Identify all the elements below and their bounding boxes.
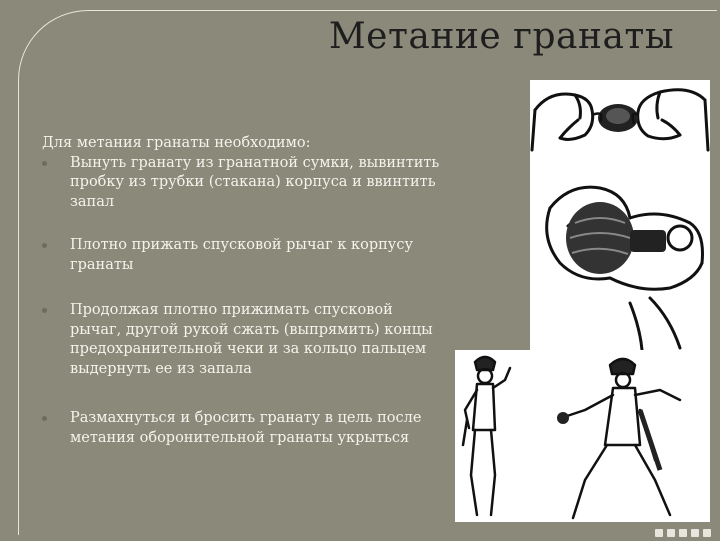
step-1 — [42, 154, 442, 213]
instructions-intro: Для метания гранаты необходимо: — [42, 135, 311, 151]
corner-decoration — [655, 522, 715, 541]
bullet-icon — [42, 161, 47, 166]
instructions-block — [42, 134, 442, 448]
bullet-icon — [42, 308, 47, 313]
step-2 — [42, 236, 442, 275]
step-3-text: Продолжая плотно прижимать спусковой рычаг, другой рукой сжать (выпрямить) концы предохранительной чеки и за кольцо пальцем выдернуть ее из запала — [70, 302, 433, 377]
step-4-text: Размахнуться и бросить гранату в цель после метания оборонительной гранаты укрыться — [70, 410, 422, 446]
step-4 — [42, 409, 442, 448]
illustration-soldiers-throwing — [455, 350, 710, 522]
step-3 — [42, 301, 442, 379]
illustration-hand-grip-lever — [530, 168, 710, 350]
step-1-text: Вынуть гранату из гранатной сумки, вывинтить пробку из трубки (стакана) корпуса и ввинтить запал — [70, 154, 440, 210]
illustration-hands-unscrew-fuse — [530, 80, 710, 170]
slide-title: Метание гранаты — [328, 16, 674, 57]
bullet-icon — [42, 243, 47, 248]
bullet-icon — [42, 416, 47, 421]
step-2-text: Плотно прижать спусковой рычаг к корпусу гранаты — [70, 237, 413, 273]
